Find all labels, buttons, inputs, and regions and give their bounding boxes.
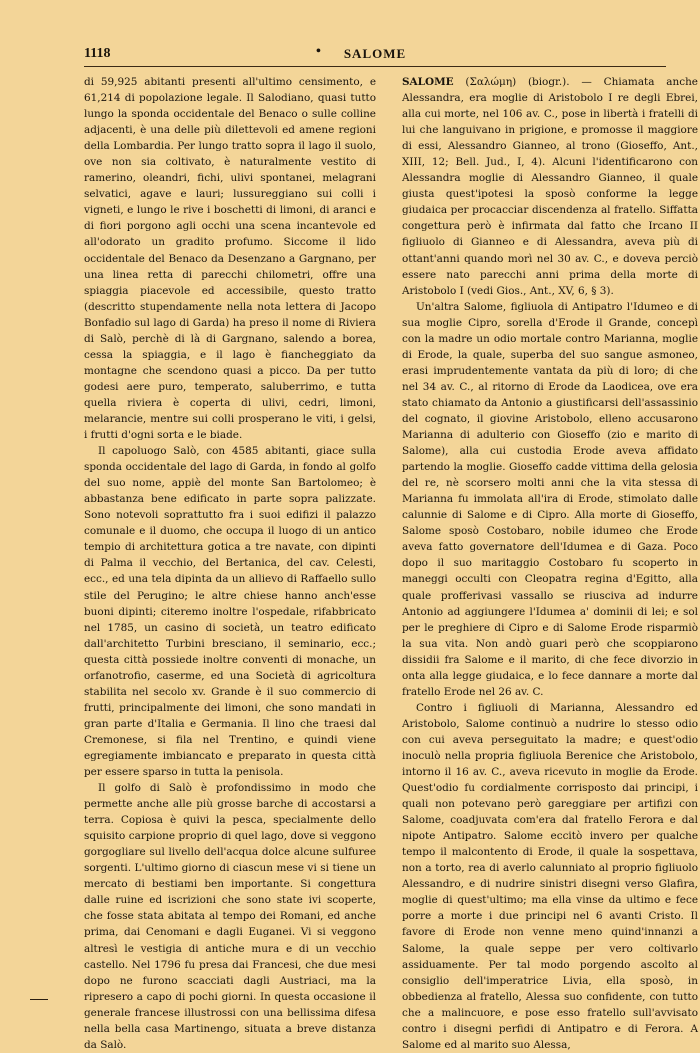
margin-mark bbox=[30, 999, 48, 1000]
entry-headword: SALOME bbox=[402, 76, 454, 88]
left-paragraph-2: Il capoluogo Salò, con 4585 abitanti, giace sulla sponda occidentale del lago di Garda, in fondo al golfo del suo nome, appiè del monte San Bartolomeo; è abbastanza bene edificato in parte sopra palizzate. Sono notevoli soprattutto fra i suoi edifizi il palazzo comunale e il duomo, che occupa il luogo di un antico tempio di architettura gotica a tre navate, con dipinti di Palma il vecchio, del Bertanica, del cav. Celesti, ecc., ed una tela dipinta da un allievo di Raffaello sullo stile del Perugino; le altre chiese hanno anch'esse buoni dipinti; citeremo inoltre l'ospedale, rifabbricato nel 1785, un casino di società, un teatro edificato dall'architetto Turbini bresciano, il seminario, ecc.; questa città possiede inoltre conventi di monache, un orfanotrofio, caserme, ed una Società di agricoltura stabilita nel secolo xv. Grande è il suo commercio di frutti, principalmente dei limoni, che sono mandati in gran parte d'Italia e Germania. Il lino che traesi dal Cremonese, si fila nel Trentino, e quindi viene egregiamente imbiancato e preparato in questa città per essere sparso in tutta la penisola. bbox=[84, 445, 376, 779]
header-separator: • bbox=[316, 44, 321, 59]
header-rule bbox=[84, 66, 666, 67]
page-header bbox=[84, 46, 666, 66]
left-paragraph-1: di 59,925 abitanti presenti all'ultimo censimento, e 61,214 di popolazione legale. Il Salodiano, quasi tutto lungo la sponda occidentale del Benaco o sulle colline adjacenti, è una delle più dilettevoli ed amene regioni della Lombardia. Per lungo tratto sopra il lago il suolo, ove non sia coltivato, è naturalmente vestito di ramerino, oleandri, fichi, ulivi spontanei, melagrani selvatici, agave e lauri; lussureggiano sui colli i vigneti, e lungo le rive i boschetti di limoni, di aranci e di fiori porgono agli occhi una scena incantevole ed all'odorato un gradito profumo. Siccome il lido occidentale del Benaco da Desenzano a Gargnano, per una linea retta di parecchi chilometri, offre una spiaggia piacevole ed accessibile, questo tratto (descritto stupendamente nella nota lettera di Jacopo Bonfadio sul lago di Garda) ha preso il nome di Riviera di Salò, perchè di là di Gargnano, salendo a borea, cessa la spiaggia, e il lago è fiancheggiato da montagne che scendono quasi a picco. Da per tutto godesi aere puro, temperato, saluberrimo, e tutta quella riviera è coperta di ulivi, cedri, limoni, melarancie, mentre sui colli prosperano le viti, i gelsi, i frutti d'ogni sorta e le biade. bbox=[84, 76, 376, 442]
entry-first-paragraph: (Σαλώμη) (biogr.). — Chiamata anche Alessandra, era moglie di Aristobolo I re degli Ebrei, alla cui morte, nel 106 av. C., pose in libertà i fratelli di lui che languivano in prigione, e promosse il maggiore di essi, Alessandro Gianneo, al trono (Gioseffo, Ant., XIII, 12; Bell. Jud., I, 4). Alcuni l'identificarono con Alessandra moglie di Alessandro Gianneo, il quale giusta quest'ipotesi la sposò conforme la legge giudaica per procacciar discendenza al fratello. Siffatta congettura però è infirmata dal fatto che Ircano II figliuolo di Gianneo e di Alessandra, aveva più di ottant'anni quando morì nel 30 av. C., e doveva perciò essere nato parecchi anni prima della morte di Aristobolo I (vedi Gios., Ant., XV, 6, § 3). bbox=[402, 76, 698, 297]
left-column bbox=[84, 74, 376, 1053]
left-paragraph-3: Il golfo di Salò è profondissimo in modo che permette anche alle più grosse barche di accostarsi a terra. Copiosa è quivi la pesca, specialmente dello squisito carpione proprio di quel lago, dove si veggono gorgogliare sul livello dell'acqua dolce alcune sulfuree sorgenti. L'ultimo giorno di ciascun mese vi si tiene un mercato di bestiami ben importante. Si congettura dalle ruine ed iscrizioni che sono state ivi scoperte, che fosse stata abitata al tempo dei Romani, ed anche prima, dai Cenomani e dagli Euganei. Vi si veggono altresì le vestigia di antiche mura e di un vecchio castello. Nel 1796 fu presa dai Francesi, che due mesi dopo ne furono scacciati dagli Austriaci, ma la ripresero a capo di pochi giorni. In questa occasione il generale francese illustrossi con una bellissima difesa nella bella casa Martinengo, situata a breve distanza da Salò. bbox=[84, 782, 376, 1051]
right-paragraph-3: Contro i figliuoli di Marianna, Alessandro ed Aristobolo, Salome continuò a nudrire lo stesso odio con cui aveva perseguitato la madre; e quest'odio inoculò nella propria figliuola Berenice che Aristobolo, intorno il 16 av. C., aveva ricevuto in moglie da Erode. Quest'odio fu cordialmente corrisposto dai principi, i quali non potevano però gareggiare per artifizi con Salome, coadjuvata com'era dal fratello Ferora e dal nipote Antipatro. Salome eccitò invero per qualche tempo il malcontento di Erode, il quale la sospettava, non a torto, rea di averlo calunniato al proprio figliuolo Alessandro, e di nudrire sinistri disegni verso Glafira, moglie di quest'ultimo; ma ella vinse da ultimo e fece porre a morte i due principi nel 6 avanti Cristo. Il favore di Erode non venne meno quind'innanzi a Salome, la quale seppe per vero coltivarlo assiduamente. Per tal modo porgendo ascolto al consiglio dell'imperatrice Livia, ella sposò, in obbedienza al fratello, Alessa suo confidente, con tutto che a malincuore, e pose esso fratello sull'avvisato contro i disegni perfidi di Antipatro e di Ferora. A Salome ed al marito suo Alessa, bbox=[402, 701, 698, 1051]
running-title: SALOME bbox=[343, 46, 407, 61]
entry-salome bbox=[402, 74, 698, 299]
right-paragraph-2: Un'altra Salome, figliuola di Antipatro l'Idumeo e di sua moglie Cipro, sorella d'Erode il Grande, concepì con la madre un odio mortale contro Marianna, moglie di Erode, la quale, superba del suo sangue asmoneo, erasi imprudentemente vantata da più di loro; di che nel 34 av. C., al ritorno di Erode da Laodicea, ove era stato chiamato da Antonio a giustificarsi dell'assassinio del cognato, il giovine Aristobolo, elleno accusarono Marianna di adulterio con Gioseffo (zio e marito di Salome), alla cui custodia Erode aveva affidato partendo la moglie. Gioseffo cadde vittima della gelosia del re, nè scorsero molti anni che la vita stessa di Marianna fu immolata all'ira di Erode, stimolato dalle calunnie di Salome e di Cipro. Alla morte di Gioseffo, Salome sposò Costobaro, nobile idumeo che Erode aveva fatto governatore dell'Idumea e di Gaza. Poco dopo il suo maritaggio Costobaro fu scoperto in maneggi occulti con Cleopatra regina d'Egitto, alla quale profferivasi vassallo se riusciva ad indurre Antonio ad aggiungere l'Idumea a' dominii di lei; e sol per le preghiere di Cipro e di Salome Erode risparmiò la sua vita. Non andò guari però che scoppiarono dissidii fra Salome e il marito, di che fece divorzio in onta alla legge giudaica, e lo fece dannare a morte dal fratello Erode nel 26 av. C. bbox=[402, 300, 698, 698]
right-column bbox=[402, 74, 698, 1053]
page-number: 1118 bbox=[84, 46, 111, 61]
